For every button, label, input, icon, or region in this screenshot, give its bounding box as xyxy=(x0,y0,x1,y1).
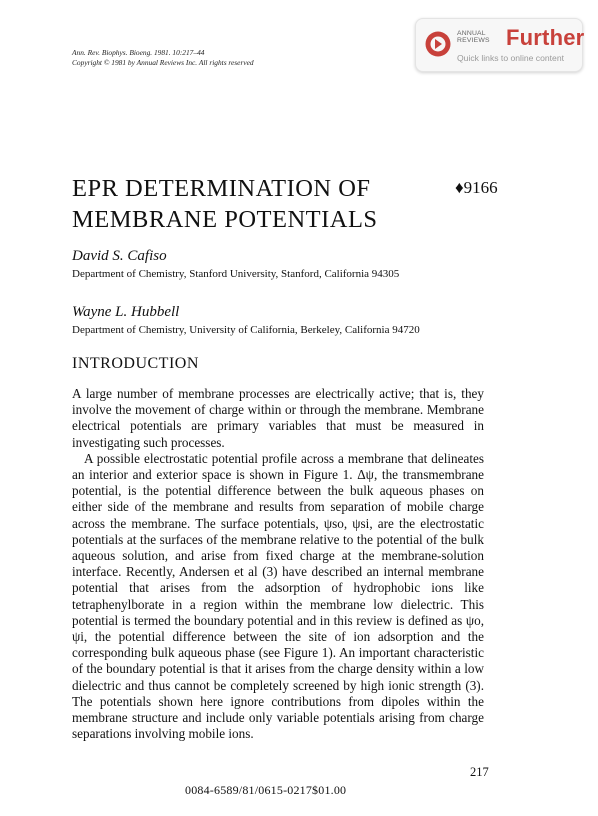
badge-tagline: Quick links to online content xyxy=(457,53,565,63)
paragraph-1: A large number of membrane processes are electrically active; that is, they involve the movement of charge within or through the membrane. Membrane electrical potentials are primary variables that must be measured in investigating such processes. xyxy=(72,386,484,450)
author-affiliation-2: Department of Chemistry, University of California, Berkeley, California 94720 xyxy=(72,324,420,336)
author-name-1: David S. Cafiso xyxy=(72,248,167,264)
badge-brand-line2: REVIEWS xyxy=(457,37,490,45)
article-title: EPR DETERMINATION OF MEMBRANE POTENTIALS xyxy=(72,175,378,233)
article-code: 0084-6589/81/0615-0217$01.00 xyxy=(185,783,347,797)
author-name-2: Wayne L. Hubbell xyxy=(72,304,180,320)
annual-reviews-logo-icon xyxy=(425,31,451,57)
article-number: ♦9166 xyxy=(455,178,498,197)
journal-citation: Ann. Rev. Biophys. Bioeng. 1981. 10:217–44 xyxy=(72,48,205,57)
section-heading: INTRODUCTION xyxy=(72,355,199,372)
page-number: 217 xyxy=(470,765,489,779)
badge-further-label: Further xyxy=(506,25,585,50)
body-text xyxy=(72,386,484,742)
author-affiliation-1: Department of Chemistry, Stanford University, Stanford, California 94305 xyxy=(72,268,400,280)
copyright-notice: Copyright © 1981 by Annual Reviews Inc. All rights reserved xyxy=(72,58,254,67)
annual-reviews-further-badge[interactable] xyxy=(415,18,583,72)
badge-brand xyxy=(457,30,490,45)
badge-brand-line1: ANNUAL xyxy=(457,30,486,37)
paragraph-2: A possible electrostatic potential profile across a membrane that delineates an interior and exterior space is shown in Figure 1. Δψ, the transmembrane potential, is the potential difference between the bulk aqueous phases on either side of the membrane and results from separation of mobile charge across the membrane. The surface potentials, ψso, ψsi, are the electrostatic potentials at the surfaces of the membrane relative to the potential of the bulk aqueous solution, and arise from fixed charge at the membrane-solution interface. Recently, Andersen et al (3) have described an internal membrane potential that arises from the adsorption of hydrophobic ions like tetraphenylborate in a region within the membrane low dielectric. This potential is termed the boundary potential and in this review is defined as ψo, ψi, the potential difference between the site of ion adsorption and the corresponding bulk aqueous phase (see Figure 1). An important characteristic of the boundary potential is that it arises from the charge density within a low dielectric and thus cannot be completely screened by high ionic strength (3). The potentials shown here ignore contributions from dipoles within the membrane structure and include only variable potentials arising from charge separations involving mobile ions. xyxy=(72,450,484,742)
